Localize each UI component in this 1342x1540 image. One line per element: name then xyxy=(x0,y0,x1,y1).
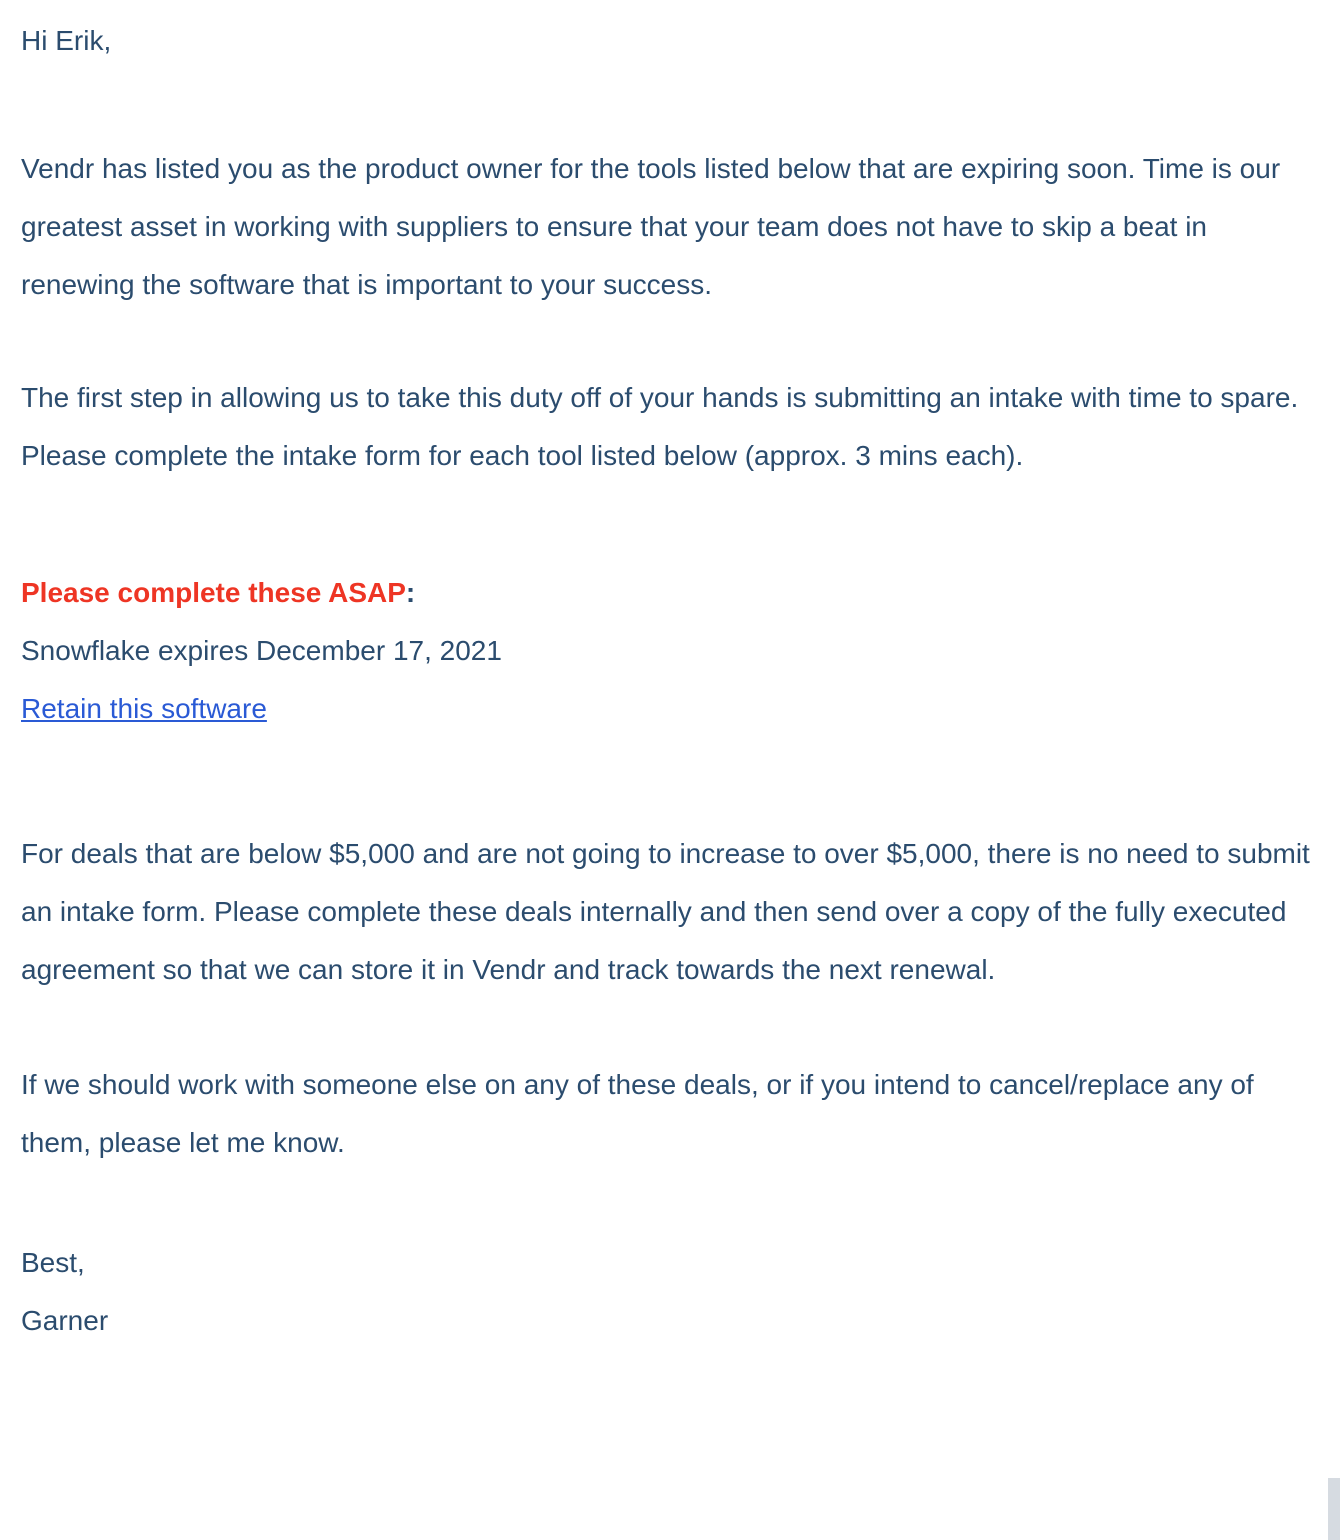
asap-heading-line xyxy=(21,564,1314,622)
paragraph-deals: For deals that are below $5,000 and are not going to increase to over $5,000, there is no need to submit an intake form. Please complete these deals internally and then send over a copy of the fully executed agreement so that we can store it in Vendr and track towards the next renewal. xyxy=(21,838,1310,985)
retain-software-link[interactable]: Retain this software xyxy=(21,693,267,724)
vertical-scrollbar-thumb[interactable] xyxy=(1328,1478,1340,1540)
signature xyxy=(21,1234,1314,1350)
expiry-line: Snowflake expires December 17, 2021 xyxy=(21,635,502,666)
asap-heading: Please complete these ASAP xyxy=(21,577,406,608)
paragraph-contact: If we should work with someone else on any of these deals, or if you intend to cancel/replace any of them, please let me know. xyxy=(21,1069,1254,1158)
retain-link-line xyxy=(21,680,1314,738)
asap-section xyxy=(21,564,1314,738)
paragraph-intake: The first step in allowing us to take this duty off of your hands is submitting an intake with time to spare. Please complete the intake form for each tool listed below (approx. 3 mins each). xyxy=(21,382,1299,471)
asap-heading-colon: : xyxy=(405,577,416,608)
signoff: Best, xyxy=(21,1247,85,1278)
greeting: Hi Erik, xyxy=(21,25,112,56)
sender-name: Garner xyxy=(21,1305,109,1336)
paragraph-intro: Vendr has listed you as the product owner for the tools listed below that are expiring soon. Time is our greatest asset in working with suppliers to ensure that your team does not have to skip a beat in renewing the software that is important to your success. xyxy=(21,153,1281,300)
